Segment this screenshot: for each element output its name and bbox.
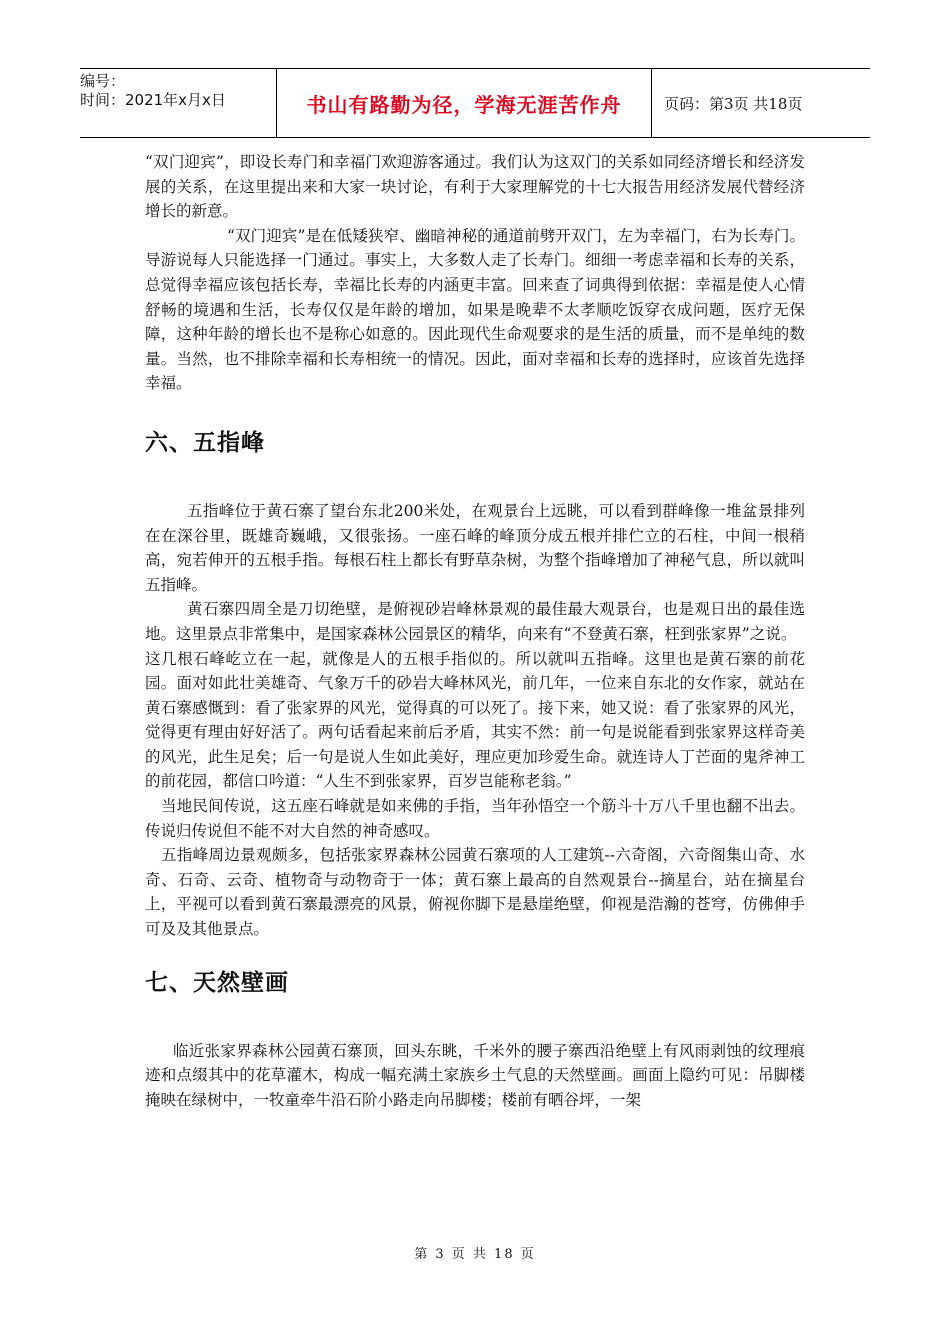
time-label: 时间：2021年x月x日 [80,91,226,109]
section-heading-7: 七、天然壁画 [145,968,289,996]
header-meta [80,69,272,140]
page-header [80,68,870,138]
paragraph: 临近张家界森林公园黄石寨顶，回头东眺，千米外的腰子寨西沿绝壁上有风雨剥蚀的纹理痕迹和点缀其中的花草灌木，构成一幅充满土家族乡土气息的天然壁画。画面上隐约可见：吊脚楼掩映在绿树中，一牧童牵牛沿石阶小路走向吊脚楼；楼前有晒谷坪，一架 [145,1041,805,1109]
document-body [145,150,805,1112]
header-motto: 书山有路勤为径，学海无涯苦作舟 [306,92,622,117]
paragraph: 当地民间传说，这五座石峰就是如来佛的手指，当年孙悟空一个筋斗十万八千里也翻不出去。传说归传说但不能不对大自然的神奇感叹。 [145,797,805,840]
header-page-info: 页码：第3页 共18页 [664,94,803,113]
paragraph: 这几根石峰屹立在一起，就像是人的五根手指似的。所以就叫五指峰。这里也是黄石寨的前花园。面对如此壮美雄奇、气象万千的砂岩大峰林风光，前几年，一位来自东北的女作家，就站在黄石寨感慨到：看了张家界的风光，觉得真的可以死了。接下来，她又说：看了张家界的风光，觉得更有理由好好活了。两句话看起来前后矛盾，其实不然：前一句是说能看到张家界这样奇美的风光，此生足矣；后一句是说人生如此美好，理应更加珍爱生命。就连诗人丁芒面的鬼斧神工的前花园，都信口吟道：“人生不到张家界，百岁岂能称老翁。” [145,649,805,791]
paragraph: 五指峰周边景观颇多，包括张家界森林公园黄石寨项的人工建筑--六奇阁，六奇阁集山奇、水奇、石奇、云奇、植物奇与动物奇于一体；黄石寨上最高的自然观景台--摘星台，站在摘星台上，平视可以看到黄石寨最漂亮的风景，俯视你脚下是悬崖绝壁，仰视是浩瀚的苍穹，仿佛伸手可及及其他景点。 [145,846,805,939]
paragraph: “双门迎宾”是在低矮狭窄、幽暗神秘的通道前劈开双门，左为幸福门，右为长寿门。导游说每人只能选择一门通过。事实上，大多数人走了长寿门。细细一考虑幸福和长寿的关系，总觉得幸福应该包括长寿，幸福比长寿的内涵更丰富。回来查了词典得到依据：幸福是使人心情舒畅的境遇和生活，长寿仅仅是年龄的增加，如果是晚辈不太孝顺吃饭穿衣成问题，医疗无保障，这种年龄的增长也不是称心如意的。因此现代生命观要求的是生活的质量，而不是单纯的数量。当然，也不排除幸福和长寿相统一的情况。因此，面对幸福和长寿的选择时，应该首先选择幸福。 [145,226,805,393]
paragraph: 五指峰位于黄石寨了望台东北200米处，在观景台上远眺，可以看到群峰像一堆盆景排列在在深谷里，既雄奇巍峨，又很张扬。一座石峰的峰顶分成五根并排伫立的石柱，中间一根稍高，宛若伸开的五根手指。每根石柱上都长有野草杂树，为整个指峰增加了神秘气息，所以就叫五指峰。 [145,501,805,594]
section-heading-6: 六、五指峰 [145,428,265,456]
header-motto-cell [276,69,652,137]
paragraph: “双门迎宾”，即设长寿门和幸福门欢迎游客通过。我们认为这双门的关系如同经济增长和经济发展的关系，在这里提出来和大家一块讨论，有利于大家理解党的十七大报告用经济发展代替经济增长的新意。 [145,153,805,221]
footer-page-number: 第 3 页 共 18 页 [414,1247,536,1262]
paragraph: 黄石寨四周全是刀切绝壁，是俯视砂岩峰林景观的最佳最大观景台，也是观日出的最佳选地。这里景点非常集中，是国家森林公园景区的精华，向来有“不登黄石寨，枉到张家界”之说。 [145,600,805,643]
number-label: 编号： [80,72,126,90]
page-footer [0,1243,950,1262]
